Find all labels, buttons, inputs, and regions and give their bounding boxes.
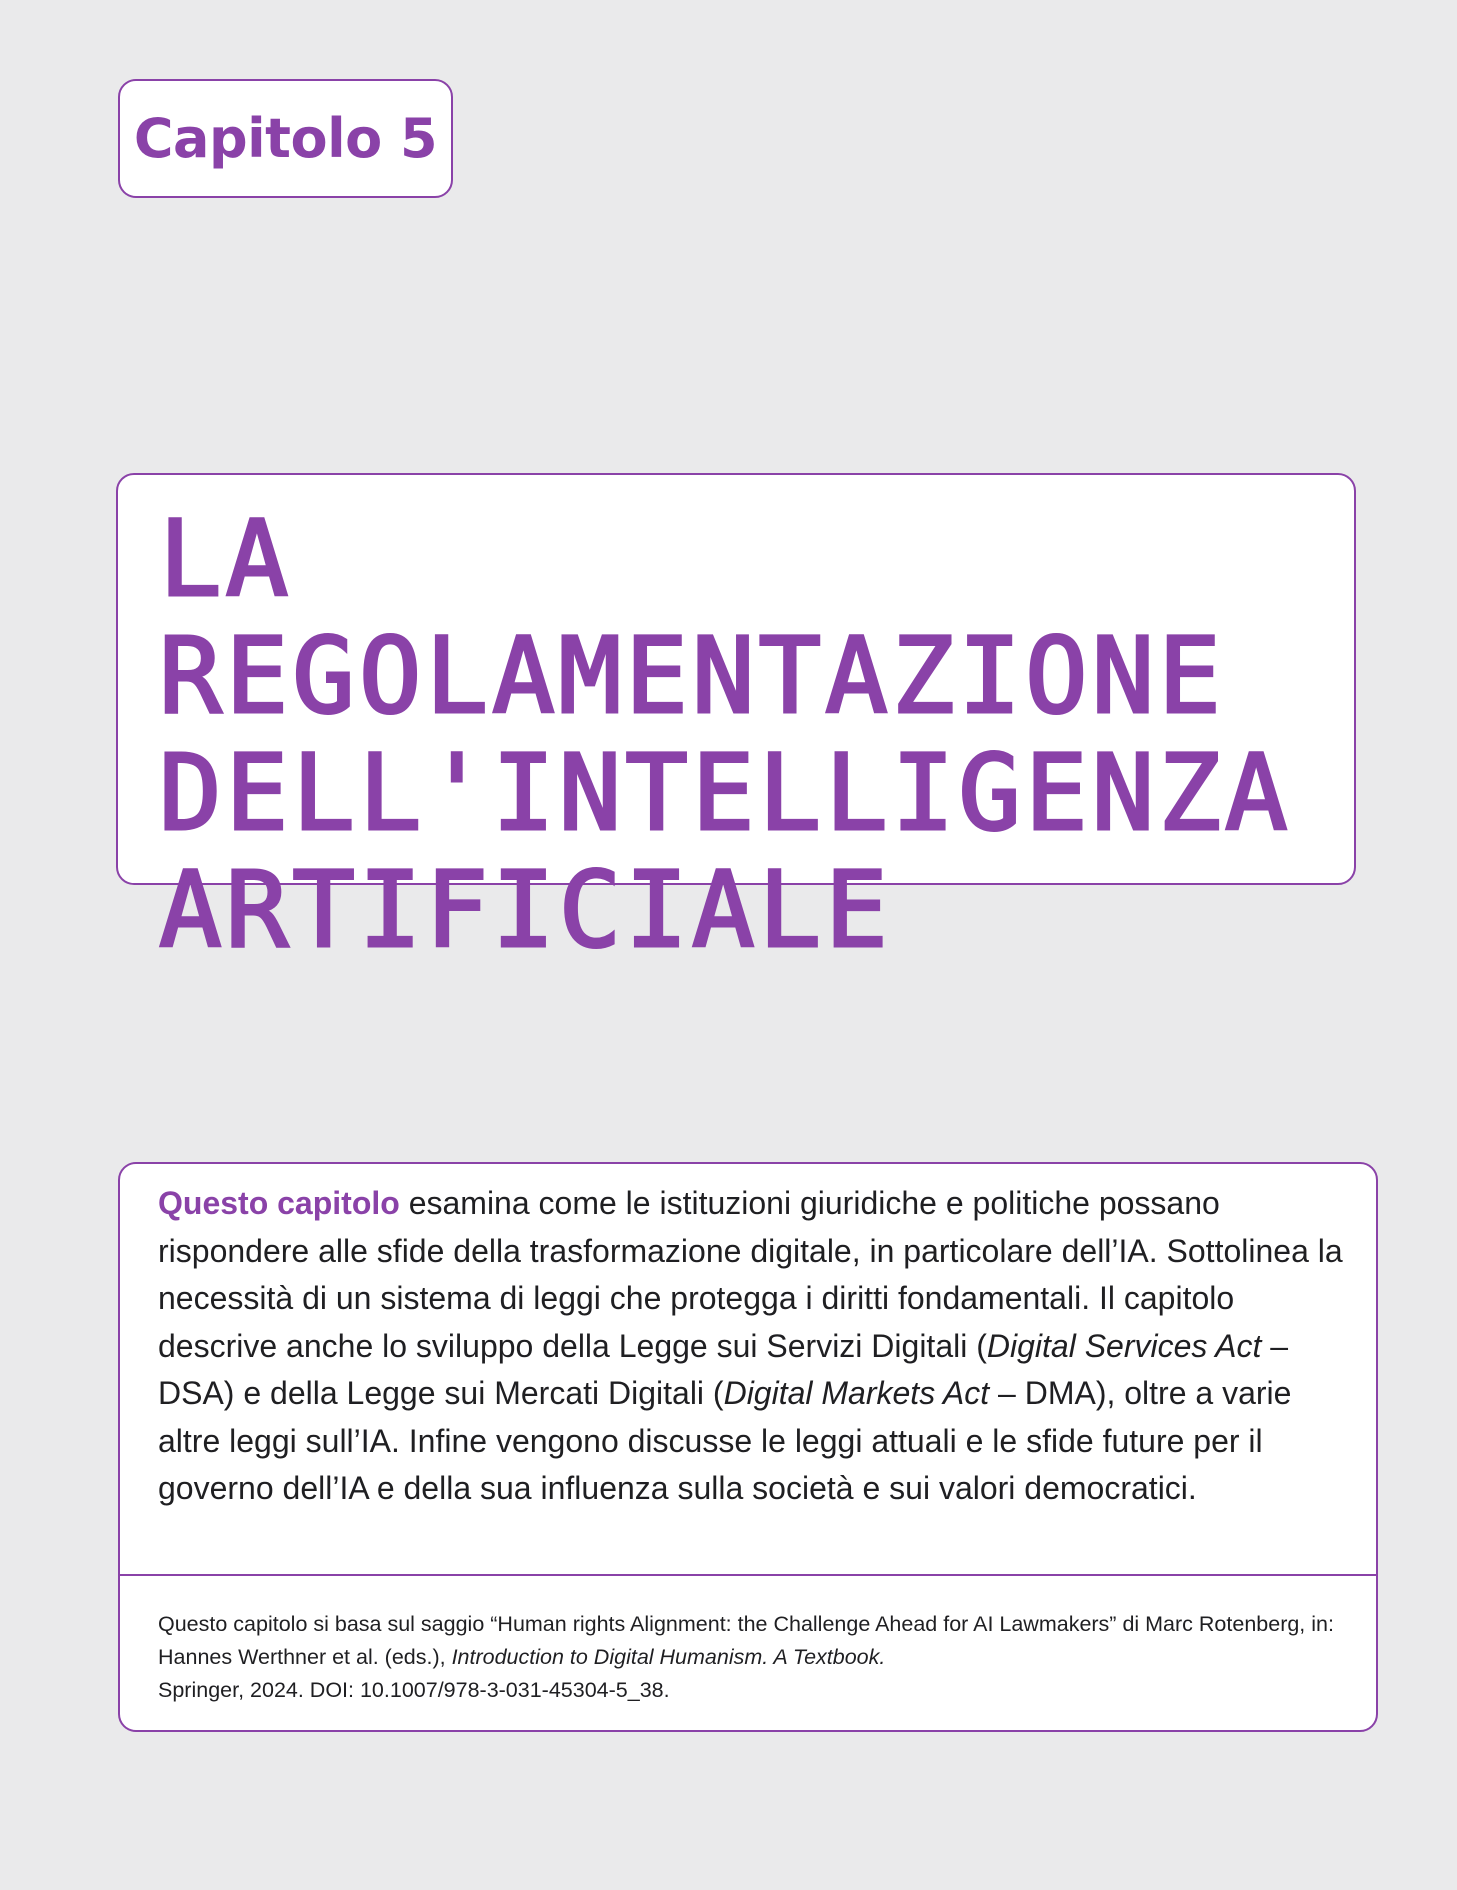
chapter-title: LA REGOLAMENTAZIONE DELL'INTELLIGENZA ARTIFICIALE xyxy=(159,498,1292,971)
source-note-part-1: Questo capitolo si basa sul saggio “Human rights Alignment: the Challenge Ahead for AI Lawmakers” di Marc Rotenberg, in: Hannes Werthner et al. (eds.), xyxy=(158,1612,1334,1669)
abstract-text-part-2: – DSA) e della Legge sui Mercati Digitali ( xyxy=(158,1327,1289,1411)
source-book-title: Introduction to Digital Humanism. A Textbook. xyxy=(451,1645,886,1669)
abstract-text-part-1: esamina come le istituzioni giuridiche e politiche possano rispondere alle sfide della trasformazione digitale, in particolare dell’IA. Sottolinea la necessità di un sistema di leggi che protegga i diritti fondamentali. Il capitolo descrive anche lo sviluppo della Legge sui Servizi Digitali ( xyxy=(158,1185,1343,1364)
abstract-lead: Questo capitolo xyxy=(158,1185,400,1221)
abstract-box xyxy=(118,1162,1378,1732)
dsa-term: Digital Services Act xyxy=(986,1327,1262,1364)
source-note xyxy=(158,1608,1353,1707)
source-note-part-2: Springer, 2024. DOI: 10.1007/978-3-031-45304-5_38. xyxy=(158,1678,670,1702)
chapter-label: Capitolo 5 xyxy=(133,107,438,170)
chapter-label-box xyxy=(118,79,453,198)
abstract-text-part-3: – DMA), oltre a varie altre leggi sull’IA. Infine vengono discusse le leggi attuali e le sfide future per il governo dell’IA e della sua influenza sulla società e sui valori democratici. xyxy=(158,1375,1292,1506)
abstract-paragraph xyxy=(158,1180,1353,1513)
abstract-divider xyxy=(120,1574,1376,1576)
dma-term: Digital Markets Act xyxy=(723,1375,990,1411)
title-box xyxy=(116,473,1356,971)
